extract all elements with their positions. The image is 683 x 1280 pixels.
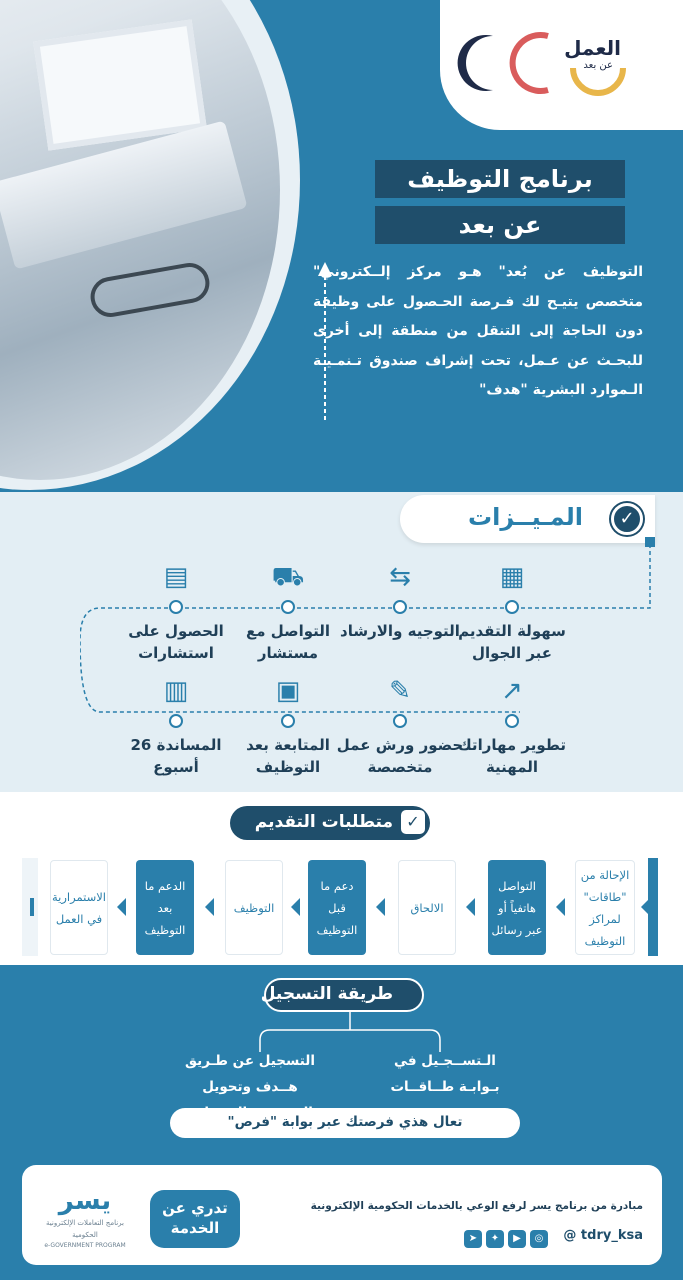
feature-item: [335, 674, 465, 778]
truck-icon: ⛟: [271, 562, 305, 592]
requirement-step: التواصل هاتفياً أو عبر رسائل: [488, 860, 546, 955]
feature-label: حضور ورش عمل متخصصة: [336, 736, 464, 776]
features-title: المـيــزات: [467, 503, 583, 531]
registration-option-taqat: الـتســجـيل في بـوابـة طــاقــات: [390, 1053, 500, 1095]
feature-item: [111, 560, 241, 664]
feature-label: الحصول على استشارات: [128, 622, 224, 662]
requirement-step: الدعم ما بعد التوظيف: [136, 860, 194, 955]
feature-item: [223, 560, 353, 664]
yusr-logo-text: يسر: [58, 1186, 112, 1216]
requirement-step: الالحاق: [398, 860, 456, 955]
feature-item: [223, 674, 353, 778]
feature-label: سهولة التقديم عبر الجوال: [458, 622, 566, 662]
blueprint-icon: ▤: [163, 562, 189, 592]
requirement-step: الاستمرارية في العمل: [50, 860, 108, 955]
feature-dot: [169, 714, 183, 728]
instagram-icon[interactable]: ◎: [530, 1230, 548, 1248]
yusr-program-logo: [35, 1185, 135, 1255]
feature-dot: [505, 600, 519, 614]
checkbox-icon: ✓: [401, 810, 425, 834]
feature-dot: [505, 714, 519, 728]
signpost-icon: ⇆: [389, 562, 411, 592]
chevron-left-icon: [641, 898, 650, 916]
feature-label: المتابعة بعد التوظيف: [246, 736, 330, 776]
registration-title: طريقة التسجيل: [260, 984, 393, 1004]
chevron-left-icon: [291, 898, 300, 916]
footer-initiative-text: مبادرة من برنامج يسر لرفع الوعي بالخدمات الحكومية الإلكترونية: [310, 1200, 643, 1212]
logo-subtext: عن بعد: [583, 60, 613, 71]
feature-item: [335, 560, 465, 642]
requirement-step: دعم ما قبل التوظيف: [308, 860, 366, 955]
chevron-left-icon: [205, 898, 214, 916]
feature-label: التوجيه والارشاد: [340, 622, 460, 640]
feature-label: تطوير مهاراتك المهنية: [457, 736, 567, 776]
page-title: برنامج التوظيف: [375, 160, 625, 198]
keyboard-shape: [0, 120, 248, 269]
chevron-left-icon: [466, 898, 475, 916]
logo-text: العمل: [564, 36, 621, 60]
check-circle-icon: ✓: [611, 503, 643, 535]
requirement-step: التوظيف: [225, 860, 283, 955]
registration-option-hadaf: التسجيل عن طـريق هــدف وتحويل: [185, 1053, 315, 1095]
social-handle[interactable]: @ tdry_ksa: [563, 1228, 643, 1243]
feature-label: المساندة 26 أسبوع: [130, 736, 222, 776]
id-badge-icon: ▣: [275, 676, 301, 706]
feature-dot: [281, 600, 295, 614]
chevron-left-icon: [117, 898, 126, 916]
feature-item: [111, 674, 241, 778]
chevron-left-icon: [376, 898, 385, 916]
steps-end-marker: [30, 898, 34, 916]
growth-chart-icon: ↗: [501, 676, 523, 706]
feature-dot: [393, 600, 407, 614]
page-subtitle: عن بعد: [375, 206, 625, 244]
feature-dot: [169, 600, 183, 614]
requirement-step: الإحالة من "طاقات" لمراكز التوظيف: [575, 860, 635, 955]
feature-label: التواصل مع مستشار: [245, 622, 331, 662]
telegram-icon[interactable]: ➤: [464, 1230, 482, 1248]
glasses-shape: [87, 260, 212, 320]
calendar-clock-icon: ▥: [163, 676, 189, 706]
registration-branch: [250, 1012, 450, 1052]
intro-paragraph: التوظيف عن بُعد" هـو مركز إلــكتروني" متخصص يتيـح لك فـرصة الحـصول على وظيفة دون الحاجة إلى التنقل من منطقة إلى أخرى للبحـث عن عـمل، تحت إشراف صندوق تـنمـيـة الـموارد البشرية "هدف": [313, 264, 643, 398]
yusr-english: e-GOVERNMENT PROGRAM: [44, 1242, 126, 1249]
feature-dot: [281, 714, 295, 728]
tdry-service-logo: تدري عن الخدمة: [150, 1190, 240, 1248]
forsa-banner-text: تعال هذي فرصتك عبر بوابة "فرص": [227, 1114, 463, 1130]
chevron-left-icon: [556, 898, 565, 916]
requirements-title: متطلبات التقديم: [254, 812, 393, 832]
yusr-subtitle: برنامج التعاملات الإلكترونية الحكومية: [46, 1219, 124, 1239]
mobile-icon: ▦: [499, 562, 525, 592]
document-pen-icon: ✎: [389, 676, 411, 706]
feature-item: [447, 674, 577, 778]
feature-dot: [393, 714, 407, 728]
feature-item: [447, 560, 577, 664]
twitter-icon[interactable]: ✦: [486, 1230, 504, 1248]
youtube-icon[interactable]: ▶: [508, 1230, 526, 1248]
